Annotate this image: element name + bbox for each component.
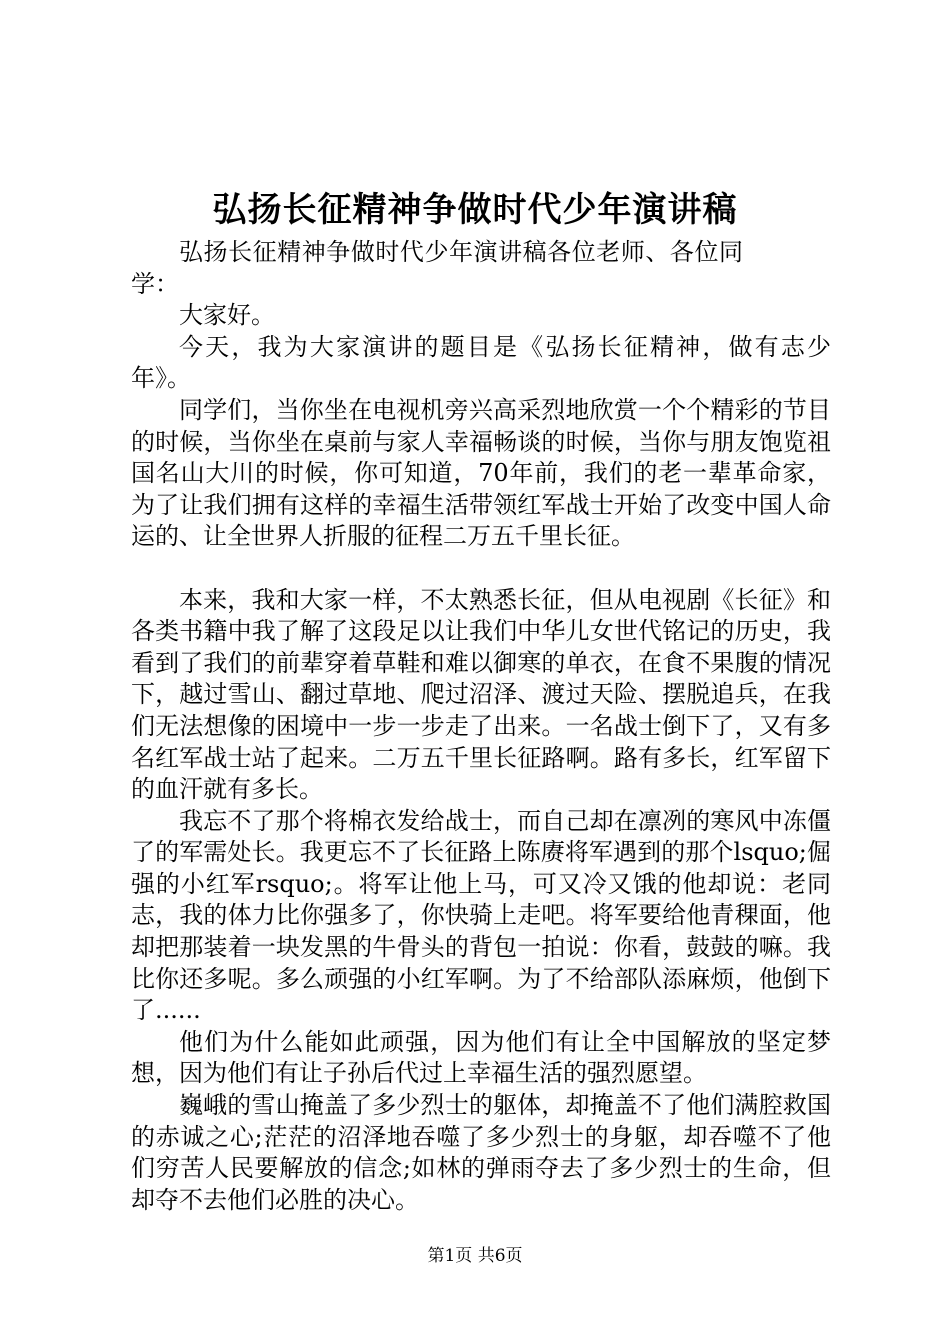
paragraph-long-march-history: 本来，我和大家一样，不太熟悉长征，但从电视剧《长征》和各类书籍中我了解了这段足以让我们中华儿女世代铭记的历史，我看到了我们的前辈穿着草鞋和难以御寒的单衣，在食不果腹的情况下，越过雪山、翻过草地、爬过沼泽、渡过天险、摆脱追兵，在我们无法想像的困境中一步一步走了出来。一名战士倒下了，又有多名红军战士站了起来。二万五千里长征路啊。路有多长，红军留下的血汗就有多长。: [131, 585, 831, 804]
paragraph-memories: 我忘不了那个将棉衣发给战士，而自己却在凛冽的寒风中冻僵了的军需处长。我更忘不了长征路上陈赓将军遇到的那个lsquo;倔强的小红军rsquo;。将军让他上马，可又冷又饿的他却说：老同志，我的体力比你强多了，你快骑上走吧。将军要给他青稞面，他却把那装着一块发黑的牛骨头的背包一拍说：你看，鼓鼓的嘛。我比你还多呢。多么顽强的小红军啊。为了不给部队添麻烦，他倒下了......: [131, 806, 831, 1025]
paragraph-topic: 今天，我为大家演讲的题目是《弘扬长征精神，做有志少年》。: [131, 332, 831, 393]
document-body: [131, 237, 831, 1216]
page-footer: 第1页 共6页: [427, 1246, 523, 1266]
paragraph-greeting: 弘扬长征精神争做时代少年演讲稿各位老师、各位同学：: [131, 238, 743, 298]
paragraph-classmates: 同学们，当你坐在电视机旁兴高采烈地欣赏一个个精彩的节目的时候，当你坐在桌前与家人幸福畅谈的时候，当你与朋友饱览祖国名山大川的时候，你可知道，70年前，我们的老一辈革命家，为了让我们拥有这样的幸福生活带领红军战士开始了改变中国人命运的、让全世界人折服的征程二万五千里长征。: [131, 395, 831, 551]
paragraph-martyrs: 巍峨的雪山掩盖了多少烈士的躯体，却掩盖不了他们满腔救国的赤诚之心;茫茫的沼泽地吞噬了多少烈士的身躯，却吞噬不了他们穷苦人民要解放的信念;如林的弹雨夺去了多少烈士的生命，但却夺不去他们必胜的决心。: [131, 1091, 831, 1214]
paragraph-why-tenacious: 他们为什么能如此顽强，因为他们有让全中国解放的坚定梦想，因为他们有让子孙后代过上幸福生活的强烈愿望。: [131, 1027, 831, 1088]
document-title: 弘扬长征精神争做时代少年演讲稿: [212, 190, 738, 230]
paragraph-hello: 大家好。: [179, 301, 275, 330]
